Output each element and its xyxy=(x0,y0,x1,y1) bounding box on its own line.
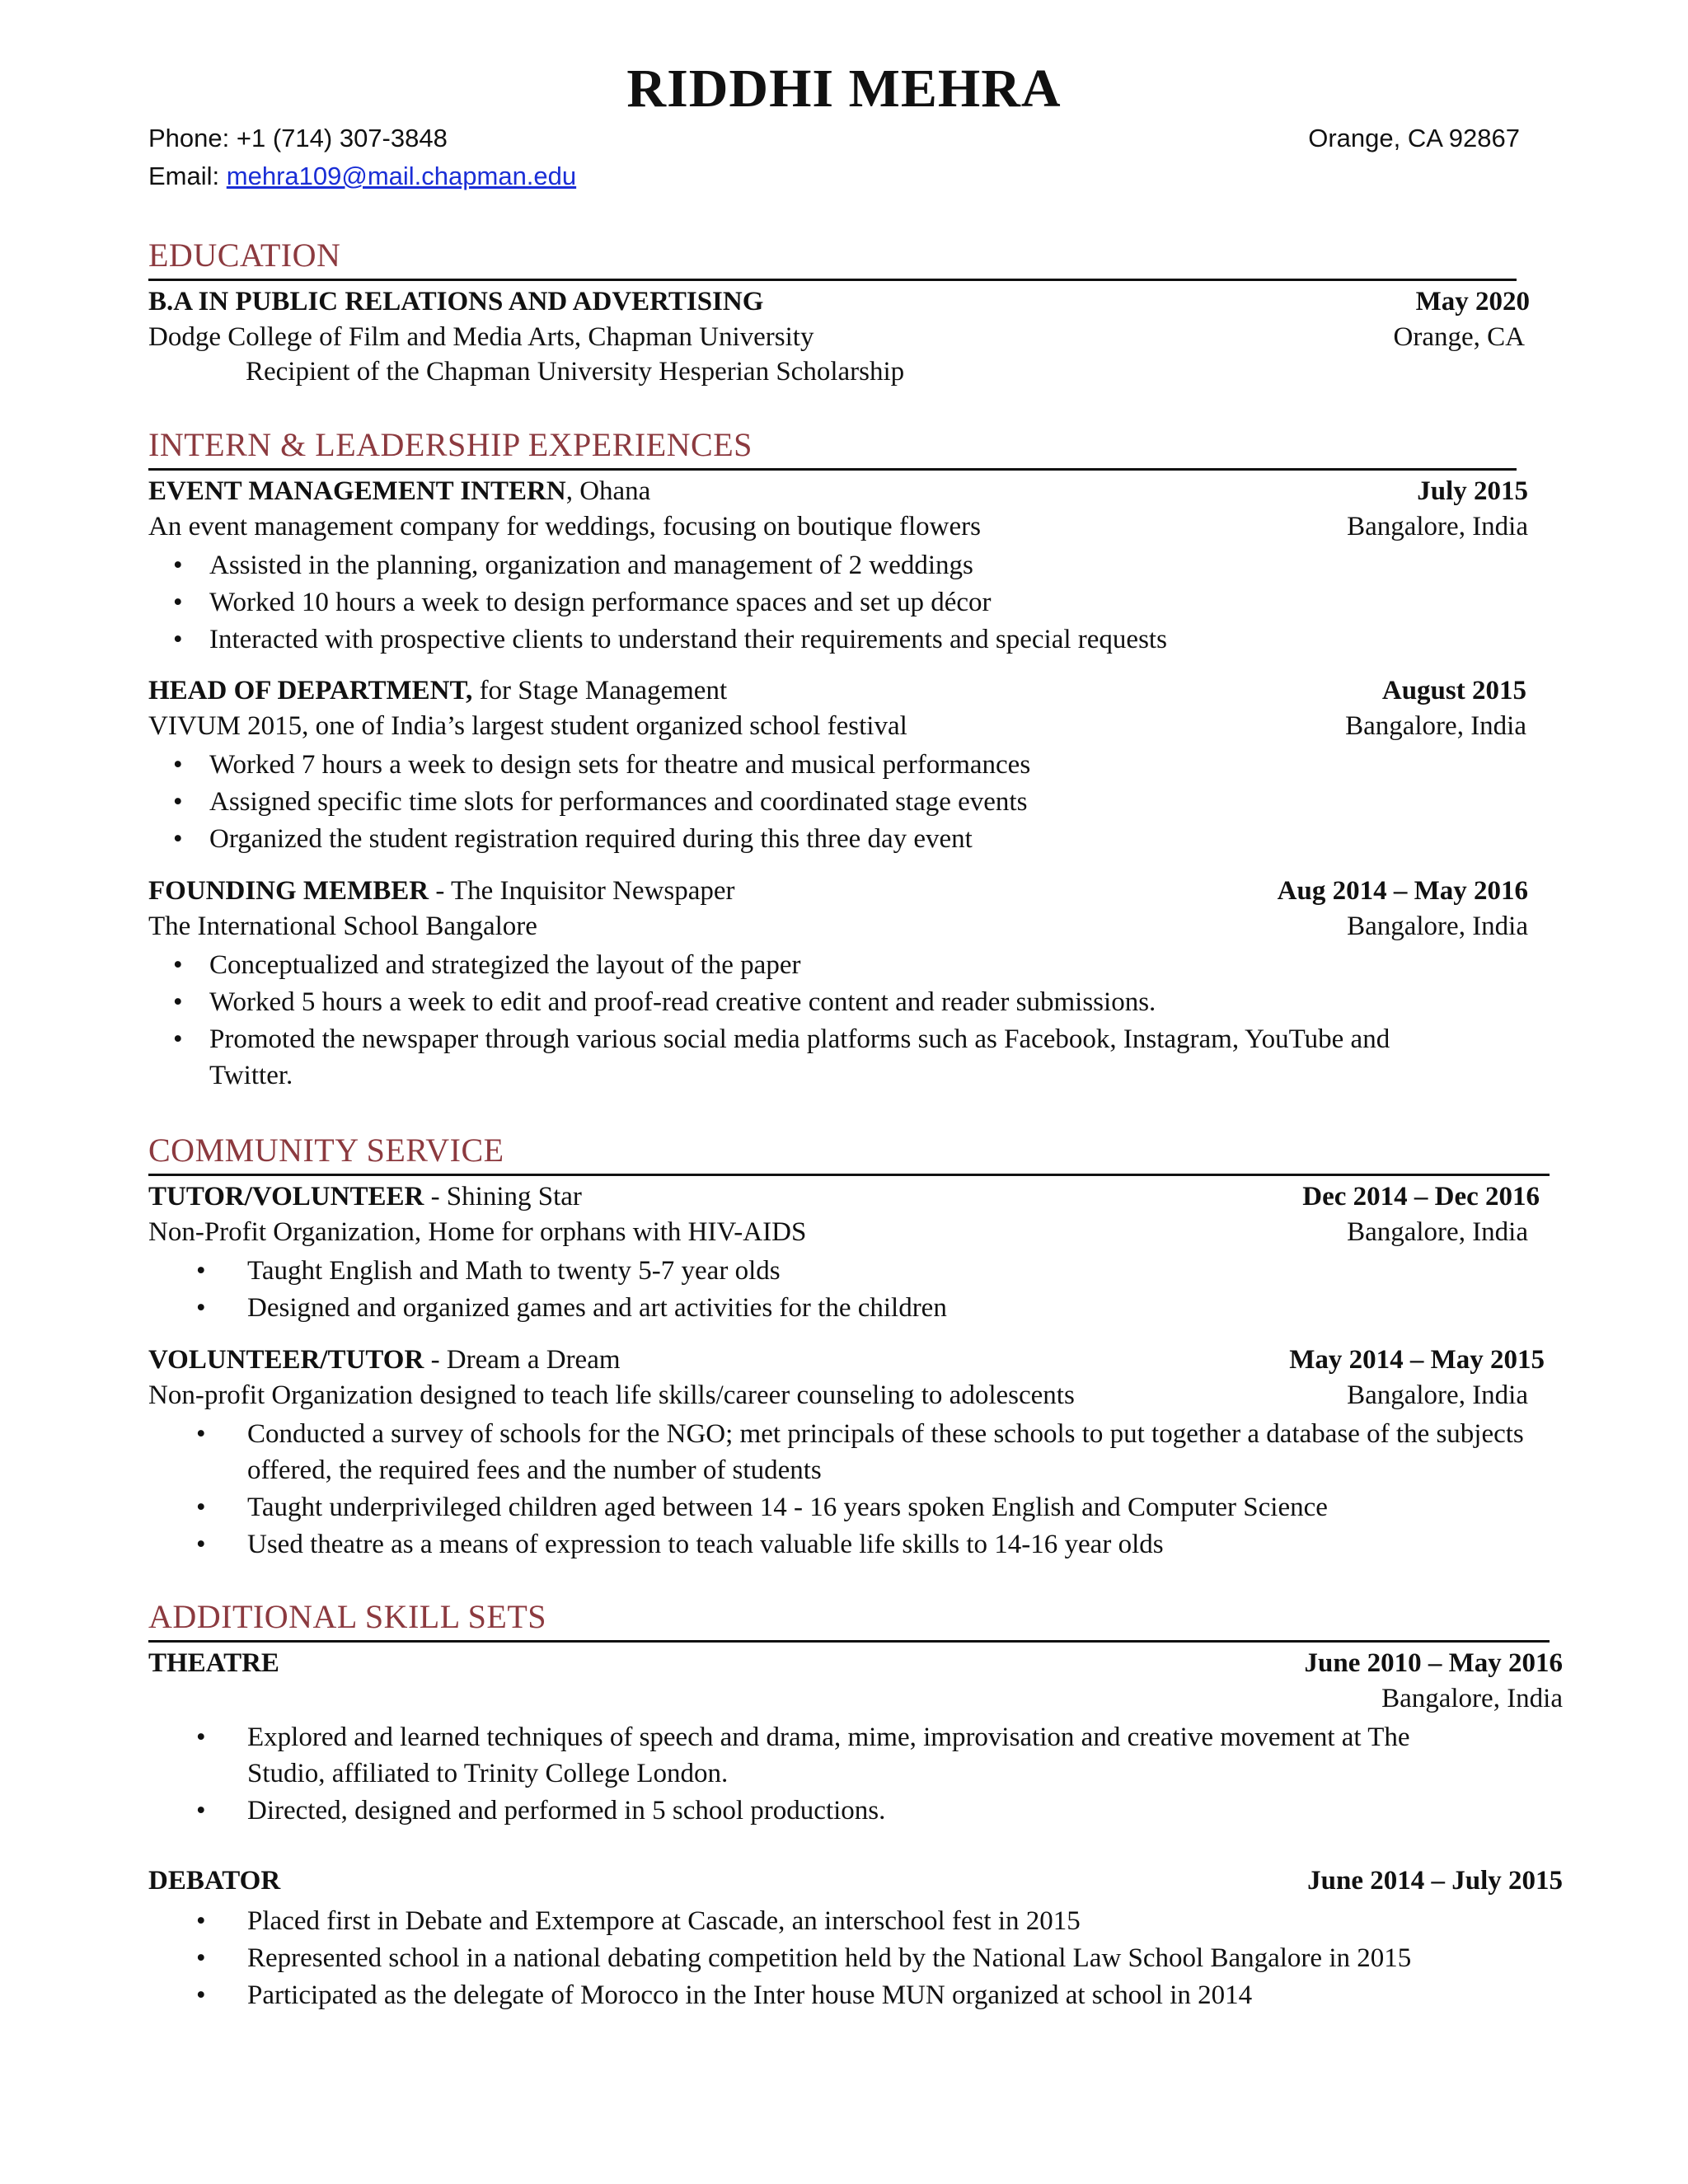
entry-location: Bangalore, India xyxy=(1347,1380,1528,1410)
list-item xyxy=(173,821,1525,857)
entry-location: Bangalore, India xyxy=(1347,1217,1528,1247)
entry-org: , Ohana xyxy=(565,476,651,506)
email-label: Email: xyxy=(148,162,220,190)
entry-org: for Stage Management xyxy=(472,676,728,705)
bullet-text: Placed first in Debate and Extempore at Cascade, an interschool fest in 2015 xyxy=(247,1906,1081,1936)
list-item xyxy=(196,1290,1531,1326)
list-item xyxy=(173,1021,1459,1094)
bullet-dot-icon: • xyxy=(196,1906,206,1936)
list-item xyxy=(196,1526,1531,1563)
bullet-text: Represented school in a national debating competition held by the National Law School Bangalore in 2015 xyxy=(247,1943,1412,1973)
entry-location: Bangalore, India xyxy=(1381,1684,1563,1713)
bullet-dot-icon: • xyxy=(196,1980,206,2010)
entry-role: DEBATOR xyxy=(148,1866,281,1896)
entry-heading xyxy=(148,676,727,706)
phone-label: Phone: xyxy=(148,124,230,152)
bullet-dot-icon: • xyxy=(196,1943,206,1973)
entry-role: EVENT MANAGEMENT INTERN xyxy=(148,476,566,506)
entry-description: The International School Bangalore xyxy=(148,912,537,941)
bullet-dot-icon: • xyxy=(173,750,183,780)
bullet-text: Worked 10 hours a week to design performance spaces and set up décor xyxy=(209,588,992,617)
bullet-dot-icon: • xyxy=(173,987,183,1017)
bullet-list xyxy=(196,1416,1531,1563)
bullet-text: Assigned specific time slots for performances and coordinated stage events xyxy=(209,787,1028,817)
list-item xyxy=(196,1793,1465,1829)
location-line: Orange, CA 92867 xyxy=(1308,124,1520,152)
list-item xyxy=(173,547,1525,583)
bullet-text: Directed, designed and performed in 5 school productions. xyxy=(247,1796,886,1825)
list-item xyxy=(196,1903,1515,1939)
entry-date: June 2014 – July 2015 xyxy=(1307,1866,1563,1896)
bullet-text: Promoted the newspaper through various social media platforms such as Facebook, Instagram, YouTube and Twitter. xyxy=(209,1024,1390,1090)
school-location: Orange, CA xyxy=(1393,322,1525,352)
bullet-text: Assisted in the planning, organization and management of 2 weddings xyxy=(209,551,973,580)
school-name: Dodge College of Film and Media Arts, Chapman University xyxy=(148,322,814,352)
bullet-list xyxy=(173,747,1525,858)
bullet-dot-icon: • xyxy=(173,588,183,617)
bullet-dot-icon: • xyxy=(173,551,183,580)
bullet-list xyxy=(196,1903,1515,2014)
bullet-dot-icon: • xyxy=(196,1796,206,1825)
list-item xyxy=(196,1489,1531,1526)
phone-line xyxy=(148,124,448,153)
section-rule xyxy=(148,1174,1550,1176)
entry-location: Bangalore, India xyxy=(1347,512,1528,541)
bullet-text: Interacted with prospective clients to understand their requirements and special requests xyxy=(209,625,1167,654)
entry-location: Bangalore, India xyxy=(1347,912,1528,941)
list-item xyxy=(196,1253,1531,1289)
bullet-dot-icon: • xyxy=(196,1493,206,1522)
bullet-dot-icon: • xyxy=(173,950,183,980)
list-item xyxy=(173,784,1525,820)
entry-description: An event management company for weddings, focusing on boutique flowers xyxy=(148,512,981,541)
bullet-list xyxy=(173,947,1459,1094)
entry-heading xyxy=(148,1182,582,1212)
bullet-list xyxy=(173,547,1525,658)
bullet-dot-icon: • xyxy=(173,787,183,817)
list-item xyxy=(173,747,1525,783)
bullet-dot-icon: • xyxy=(196,1256,206,1286)
section-title-skills: ADDITIONAL SKILL SETS xyxy=(148,1598,547,1635)
entry-location: Bangalore, India xyxy=(1345,711,1526,741)
section-title-community: COMMUNITY SERVICE xyxy=(148,1132,504,1169)
entry-role: TUTOR/VOLUNTEER xyxy=(148,1182,424,1212)
bullet-text: Conducted a survey of schools for the NGO; met principals of these schools to put together a database of the subjects offered, the required fees and the number of students xyxy=(247,1419,1524,1485)
entry-heading xyxy=(148,476,650,507)
entry-heading xyxy=(148,1345,621,1376)
bullet-dot-icon: • xyxy=(196,1530,206,1559)
email-line xyxy=(148,162,576,191)
list-item xyxy=(173,947,1459,983)
bullet-dot-icon: • xyxy=(173,824,183,854)
bullet-text: Conceptualized and strategized the layout of the paper xyxy=(209,950,801,980)
entry-date: Dec 2014 – Dec 2016 xyxy=(1302,1182,1540,1212)
entry-date: August 2015 xyxy=(1381,676,1526,705)
bullet-text: Organized the student registration required during this three day event xyxy=(209,824,973,854)
entry-org: - Shining Star xyxy=(424,1182,582,1212)
entry-date: July 2015 xyxy=(1417,476,1528,506)
bullet-list xyxy=(196,1719,1465,1830)
entry-role: FOUNDING MEMBER xyxy=(148,876,429,906)
bullet-text: Designed and organized games and art activities for the children xyxy=(247,1293,947,1323)
entry-date: Aug 2014 – May 2016 xyxy=(1277,876,1528,906)
entry-role: VOLUNTEER/TUTOR xyxy=(148,1345,424,1375)
bullet-dot-icon: • xyxy=(196,1293,206,1323)
entry-date: May 2014 – May 2015 xyxy=(1289,1345,1545,1375)
degree-date: May 2020 xyxy=(1415,287,1530,316)
list-item xyxy=(173,584,1525,621)
entry-description: VIVUM 2015, one of India’s largest student organized school festival xyxy=(148,711,907,741)
entry-heading xyxy=(148,876,735,907)
list-item xyxy=(196,1977,1515,2013)
entry-org: - The Inquisitor Newspaper xyxy=(429,876,735,906)
bullet-text: Worked 5 hours a week to edit and proof-read creative content and reader submissions. xyxy=(209,987,1156,1017)
list-item xyxy=(173,984,1459,1020)
section-title-education: EDUCATION xyxy=(148,237,341,274)
list-item xyxy=(196,1719,1465,1792)
phone-number: +1 (714) 307-3848 xyxy=(236,124,448,152)
degree-title: B.A IN PUBLIC RELATIONS AND ADVERTISING xyxy=(148,287,764,316)
section-rule xyxy=(148,468,1517,471)
bullet-dot-icon: • xyxy=(173,625,183,654)
bullet-list xyxy=(196,1253,1531,1327)
bullet-text: Taught English and Math to twenty 5-7 year olds xyxy=(247,1256,781,1286)
list-item xyxy=(196,1416,1531,1488)
list-item xyxy=(196,1940,1515,1976)
entry-description: Non-Profit Organization, Home for orphans with HIV-AIDS xyxy=(148,1217,807,1247)
section-rule xyxy=(148,279,1517,281)
email-link[interactable]: mehra109@mail.chapman.edu xyxy=(226,162,577,190)
entry-description: Non-profit Organization designed to teach life skills/career counseling to adolescents xyxy=(148,1380,1075,1410)
section-title-experience: INTERN & LEADERSHIP EXPERIENCES xyxy=(148,426,753,463)
bullet-dot-icon: • xyxy=(196,1722,206,1752)
bullet-dot-icon: • xyxy=(196,1419,206,1449)
bullet-text: Worked 7 hours a week to design sets for theatre and musical performances xyxy=(209,750,1031,780)
entry-role: HEAD OF DEPARTMENT, xyxy=(148,676,473,705)
list-item xyxy=(173,621,1525,658)
bullet-text: Used theatre as a means of expression to teach valuable life skills to 14-16 year olds xyxy=(247,1530,1164,1559)
entry-org: - Dream a Dream xyxy=(424,1345,621,1375)
entry-date: June 2010 – May 2016 xyxy=(1304,1648,1563,1678)
bullet-text: Participated as the delegate of Morocco in the Inter house MUN organized at school in 2014 xyxy=(247,1980,1253,2010)
bullet-text: Explored and learned techniques of speech and drama, mime, improvisation and creative movement at The Studio, affiliated to Trinity College London. xyxy=(247,1722,1410,1788)
bullet-text: Taught underprivileged children aged between 14 - 16 years spoken English and Computer Science xyxy=(247,1493,1328,1522)
bullet-dot-icon: • xyxy=(173,1024,183,1054)
entry-role: THEATRE xyxy=(148,1648,279,1678)
scholarship-note: Recipient of the Chapman University Hesperian Scholarship xyxy=(246,357,905,387)
section-rule xyxy=(148,1640,1550,1643)
candidate-name: RIDDHI MEHRA xyxy=(626,59,1062,119)
